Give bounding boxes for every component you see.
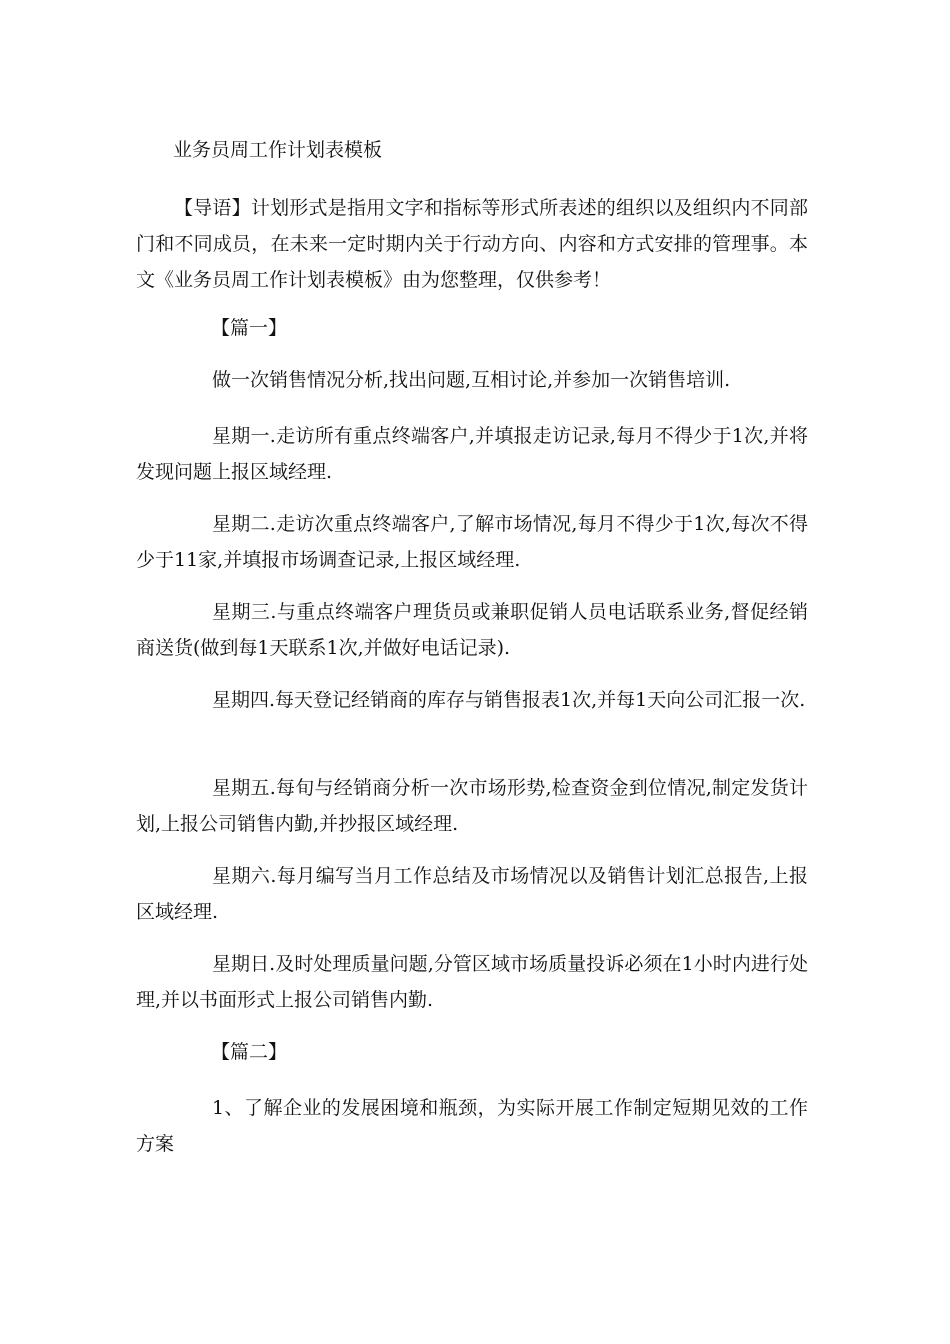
section1-heading: 【篇一】 — [211, 317, 288, 339]
day-wednesday: 星期三.与重点终端客户理货员或兼职促销人员电话联系业务,督促经销商送货(做到每1天联系1次,并做好电话记录). — [136, 601, 808, 659]
section2-item-1: 1、了解企业的发展困境和瓶颈，为实际开展工作制定短期见效的工作方案 — [136, 1097, 808, 1155]
day-sunday: 星期日.及时处理质量问题,分管区域市场质量投诉必须在1小时内进行处理,并以书面形式上报公司销售内勤. — [136, 953, 808, 1011]
section1-summary: 做一次销售情况分析,找出问题,互相讨论,并参加一次销售培训. — [212, 369, 731, 391]
day-monday: 星期一.走访所有重点终端客户,并填报走访记录,每月不得少于1次,并将发现问题上报区域经理. — [136, 425, 808, 483]
day-saturday: 星期六.每月编写当月工作总结及市场情况以及销售计划汇总报告,上报区域经理. — [136, 865, 808, 923]
day-tuesday: 星期二.走访次重点终端客户,了解市场情况,每月不得少于1次,每次不得少于11家,并填报市场调查记录,上报区域经理. — [136, 513, 808, 571]
document-title: 业务员周工作计划表模板 — [173, 139, 383, 161]
section2-heading: 【篇二】 — [211, 1041, 288, 1063]
intro-paragraph: 【导语】计划形式是指用文字和指标等形式所表述的组织以及组织内不同部门和不同成员，在未来一定时期内关于行动方向、内容和方式安排的管理事。本文《业务员周工作计划表模板》由为您整理，仅供参考！ — [136, 197, 808, 291]
day-thursday: 星期四.每天登记经销商的库存与销售报表1次,并每1天向公司汇报一次. — [212, 689, 806, 711]
day-friday: 星期五.每旬与经销商分析一次市场形势,检查资金到位情况,制定发货计划,上报公司销售内勤,并抄报区域经理. — [136, 777, 808, 835]
